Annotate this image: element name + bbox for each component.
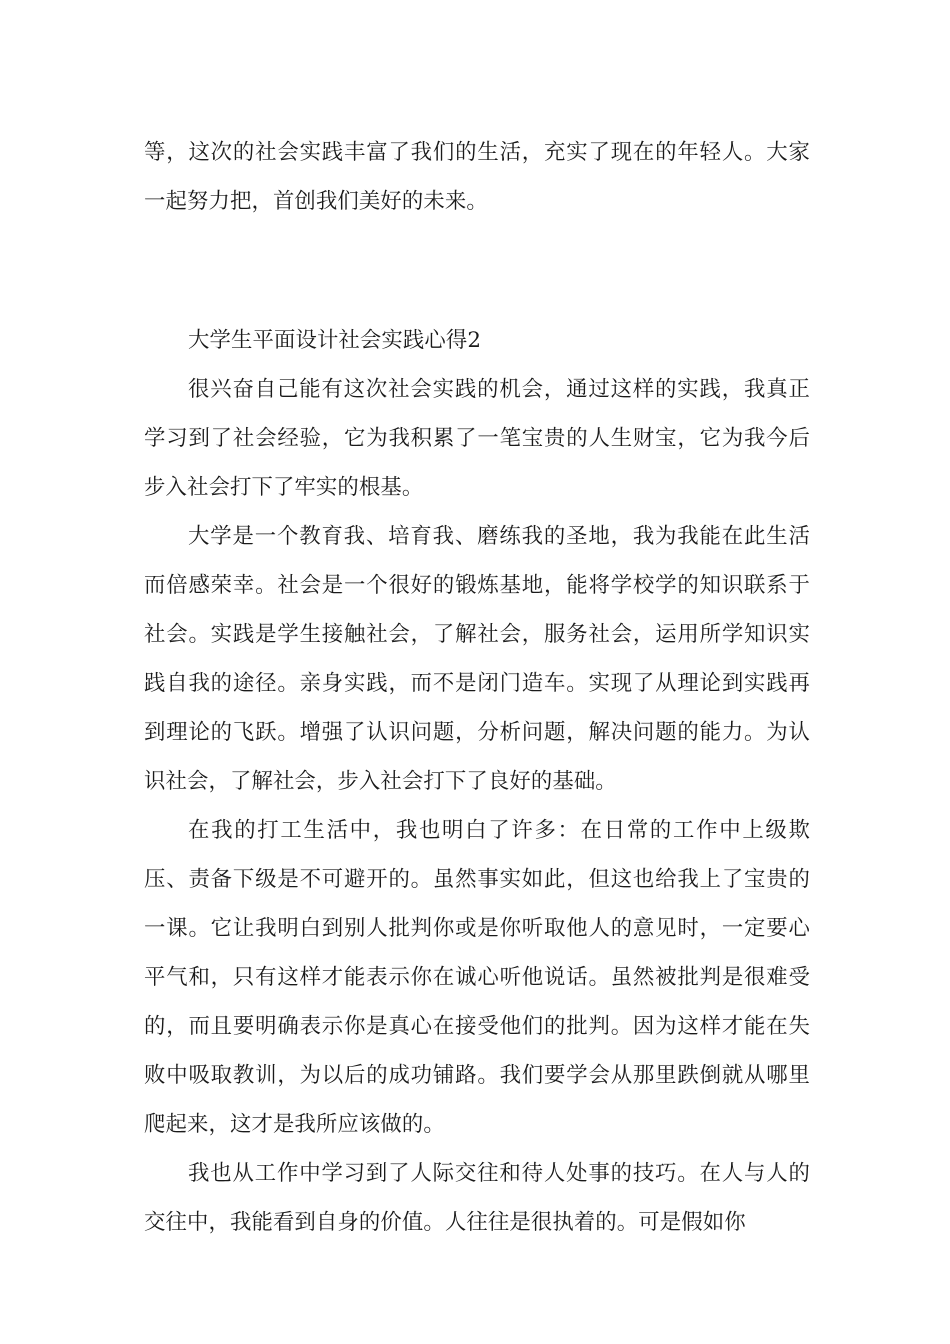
paragraph: 大学是一个教育我、培育我、磨练我的圣地，我为我能在此生活而倍感荣幸。社会是一个很好的锻炼基地，能将学校学的知识联系于社会。实践是学生接触社会，了解社会，服务社会，运用所学知识实践自我的途径。亲身实践，而不是闭门造车。实现了从理论到实践再到理论的飞跃。增强了认识问题，分析问题，解决问题的能力。为认识社会，了解社会，步入社会打下了良好的基础。	[144, 524, 810, 794]
paragraph-continued: 等，这次的社会实践丰富了我们的生活，充实了现在的年轻人。大家一起努力把，首创我们美好的未来。	[144, 140, 810, 214]
document-body	[144, 128, 810, 1247]
paragraph: 在我的打工生活中，我也明白了许多：在日常的工作中上级欺压、责备下级是不可避开的。虽然事实如此，但这也给我上了宝贵的一课。它让我明白到别人批判你或是你听取他人的意见时，一定要心平气和，只有这样才能表示你在诚心听他说话。虽然被批判是很难受的，而且要明确表示你是真心在接受他们的批判。因为这样才能在失败中吸取教训，为以后的成功铺路。我们要学会从那里跌倒就从哪里爬起来，这才是我所应该做的。	[144, 818, 810, 1137]
paragraph: 我也从工作中学习到了人际交往和待人处事的技巧。在人与人的交往中，我能看到自身的价值。人往往是很执着的。可是假如你	[144, 1161, 810, 1235]
paragraph: 很兴奋自己能有这次社会实践的机会，通过这样的实践，我真正学习到了社会经验，它为我积累了一笔宝贵的人生财宝，它为我今后步入社会打下了牢实的根基。	[144, 377, 810, 500]
section-heading: 大学生平面设计社会实践心得2	[188, 328, 482, 353]
